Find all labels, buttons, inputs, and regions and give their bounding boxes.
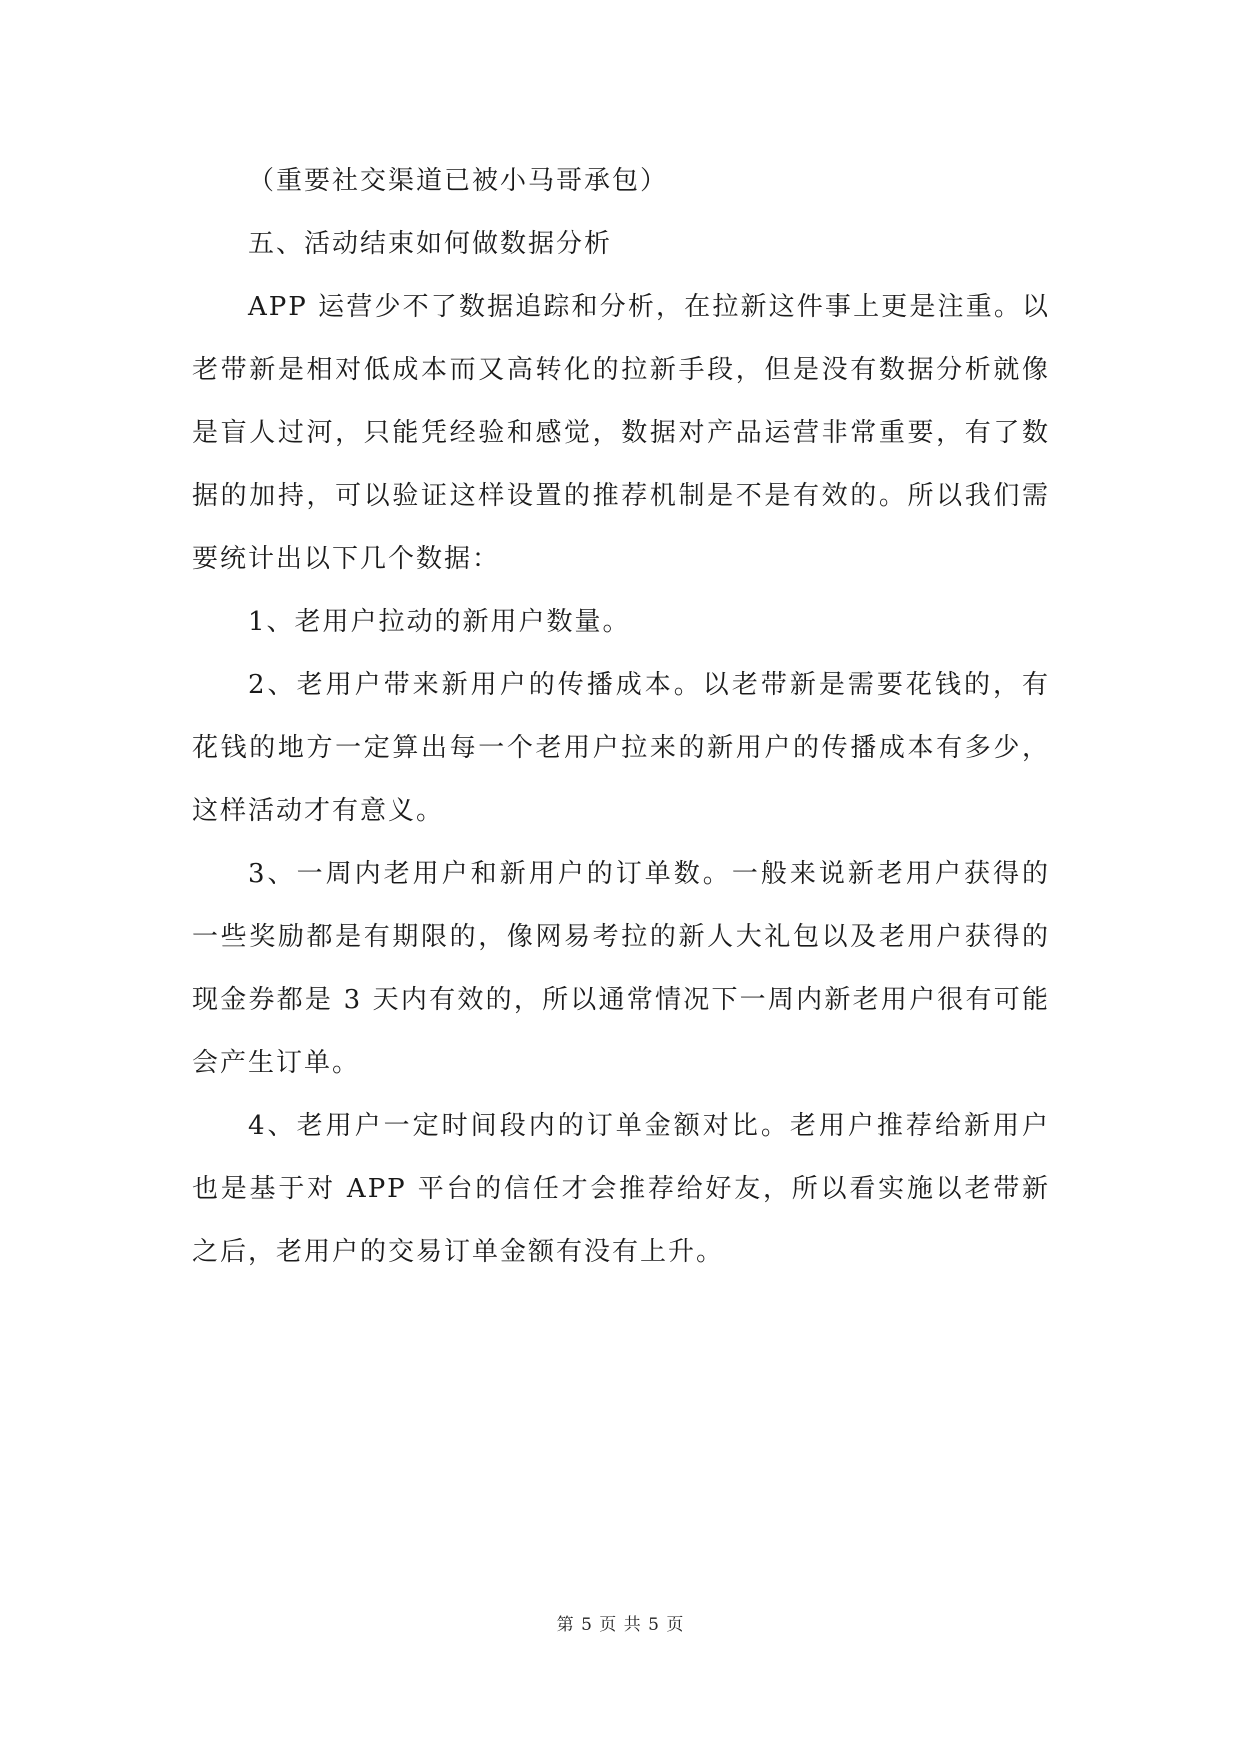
document-body xyxy=(192,150,1050,1284)
list-item-1: 1、老用户拉动的新用户数量。 xyxy=(248,607,631,637)
section-heading: 五、活动结束如何做数据分析 xyxy=(248,229,613,259)
list-item-3: 3、一周内老用户和新用户的订单数。一般来说新老用户获得的一些奖励都是有期限的，像网易考拉的新人大礼包以及老用户获得的现金券都是 3 天内有效的，所以通常情况下一周内新老用户很有可能会产生订单。 xyxy=(192,859,1050,1078)
list-item-2: 2、老用户带来新用户的传播成本。以老带新是需要花钱的，有花钱的地方一定算出每一个老用户拉来的新用户的传播成本有多少，这样活动才有意义。 xyxy=(192,670,1050,826)
page-number-footer: 第 5 页 共 5 页 xyxy=(556,1615,685,1635)
paragraph-intro: APP 运营少不了数据追踪和分析，在拉新这件事上更是注重。以老带新是相对低成本而又高转化的拉新手段，但是没有数据分析就像是盲人过河，只能凭经验和感觉，数据对产品运营非常重要，有了数据的加持，可以验证这样设置的推荐机制是不是有效的。所以我们需要统计出以下几个数据： xyxy=(192,292,1050,574)
paragraph-note: （重要社交渠道已被小马哥承包） xyxy=(248,166,669,196)
list-item-4: 4、老用户一定时间段内的订单金额对比。老用户推荐给新用户也是基于对 APP 平台的信任才会推荐给好友，所以看实施以老带新之后，老用户的交易订单金额有没有上升。 xyxy=(192,1111,1050,1267)
